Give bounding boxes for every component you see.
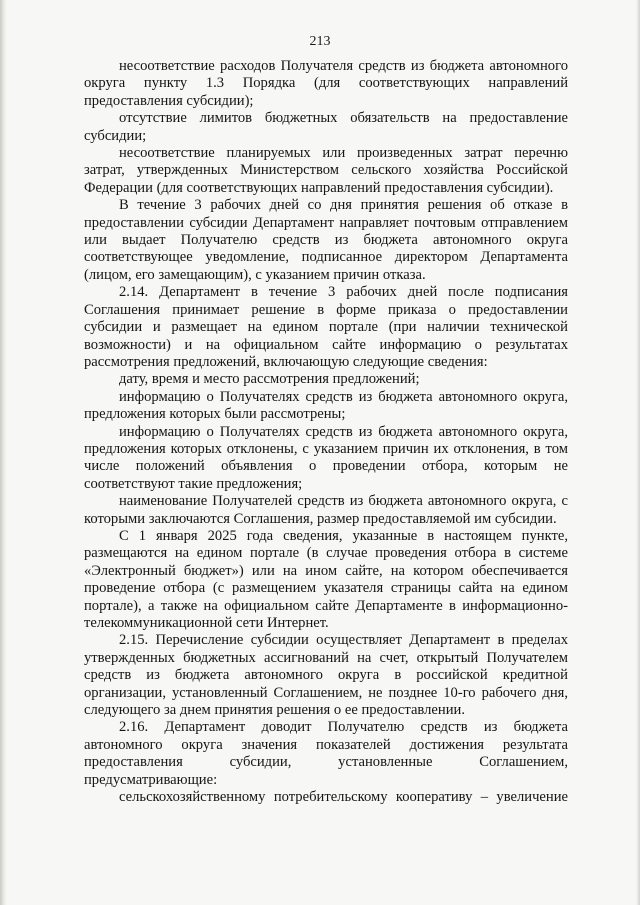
paragraph: 2.15. Перечисление субсидии осуществляет Департамент в пределах утвержденных бюджетных ассигнований на счет, открытый Получателем средств из бюджета автономного округа в российской кредитной организации, установленный Соглашением, не позднее 10-го рабочего дня, следующего за днем принятия решения о ее предоставлении. [84,632,568,719]
paragraph: 2.14. Департамент в течение 3 рабочих дней после подписания Соглашения принимает решение в форме приказа о предоставлении субсидии и размещает на едином портале (при наличии технической возможности) и на официальном сайте информацию о результатах рассмотрения предложений, включающую следующие сведения: [84,284,568,370]
paragraph: С 1 января 2025 года сведения, указанные в настоящем пункте, размещаются на едином портале (в случае проведения отбора в системе «Электронный бюджет») или на ином сайте, на котором обеспечивается проведение отбора (с размещением указателя страницы сайта на едином портале), а также на официальном сайте Департаменте в информационно-телекоммуникационной сети Интернет. [84,527,568,631]
paragraph: дату, время и место рассмотрения предложений; [119,371,420,388]
paragraph: несоответствие планируемых или произведенных затрат перечню затрат, утвержденных Министерством сельского хозяйства Российской Федерации (для соответствующих направлений предоставления субсидии). [84,145,568,196]
document-body [84,58,568,806]
scan-edge-left [0,0,7,905]
paragraph: информацию о Получателях средств из бюджета автономного округа, предложения которых были рассмотрены; [84,388,568,423]
paragraph: отсутствие лимитов бюджетных обязательств на предоставление субсидии; [84,110,568,144]
paragraph: В течение 3 рабочих дней со дня принятия решения об отказе в предоставлении субсидии Департамент направляет почтовым отправлением или выдает Получателю средств из бюджета автономного округа соответствующее уведомление, подписанное директором Департамента (лицом, его замещающим), с указанием причин отказа. [84,197,568,283]
scan-edge-right [636,0,640,905]
paragraph: наименование Получателей средств из бюджета автономного округа, с которыми заключаются Соглашения, размер предоставляемой им субсидии. [84,493,568,527]
paragraph: несоответствие расходов Получателя средств из бюджета автономного округа пункту 1.3 Порядка (для соответствующих направлений предоставления субсидии); [84,58,568,109]
paragraph: сельскохозяйственному потребительскому кооперативу – увеличение [119,789,568,806]
page-number: 213 [309,34,331,49]
paragraph: информацию о Получателях средств из бюджета автономного округа, предложения которых отклонены, с указанием причин их отклонения, в том числе положений объявления о проведении отбора, которым не соответствуют такие предложения; [84,423,568,492]
paragraph: 2.16. Департамент доводит Получателю средств из бюджета автономного округа значения показателей достижения результата предоставления субсидии, установленные Соглашением, предусматривающие: [84,719,568,788]
